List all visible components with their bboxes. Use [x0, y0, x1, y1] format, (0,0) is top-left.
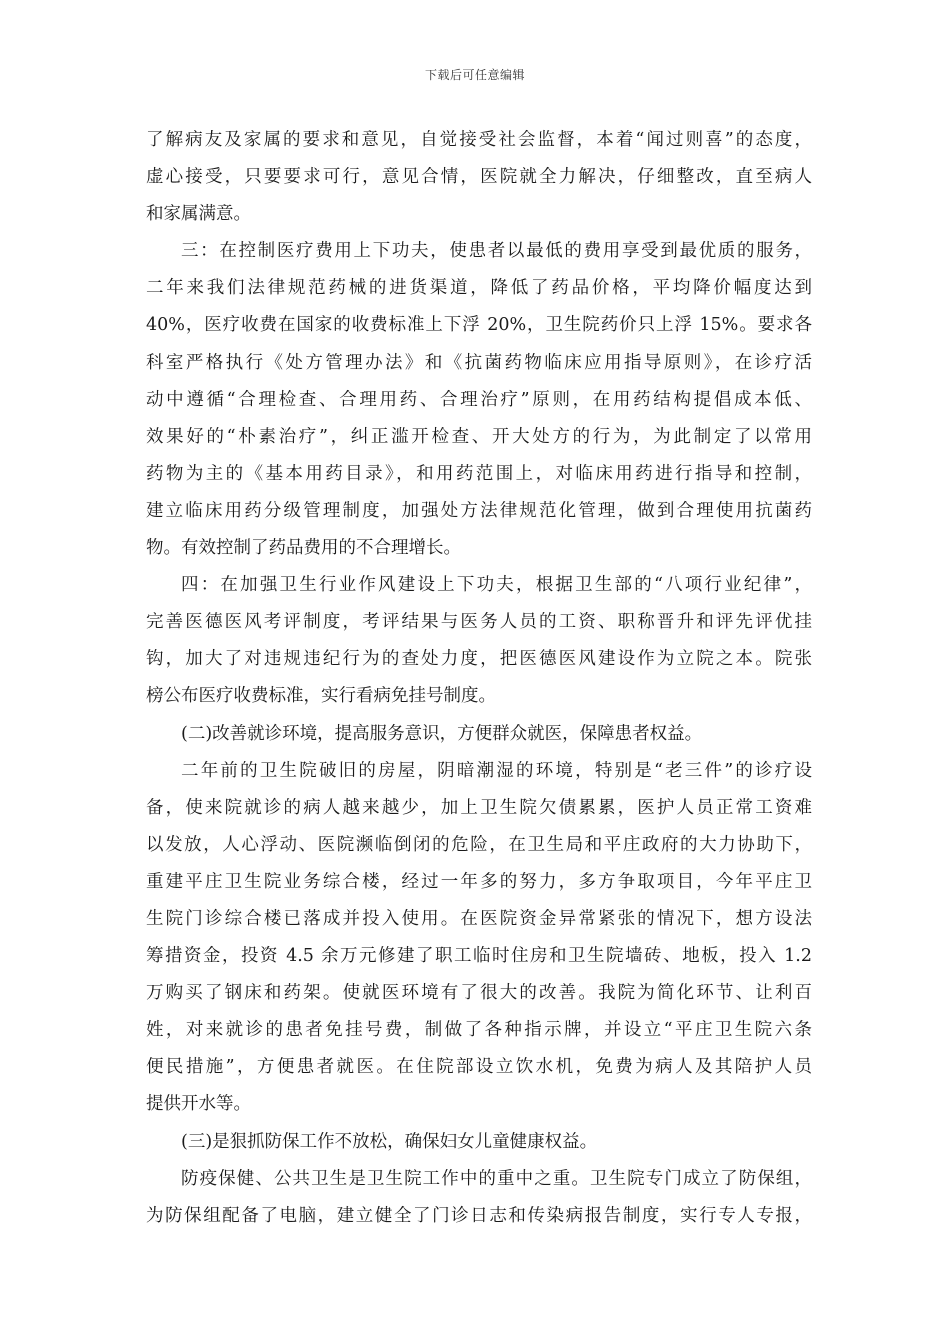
text-line: 备，使来院就诊的病人越来越少，加上卫生院欠债累累，医护人员正常工资难 [146, 797, 812, 818]
text-line: 动中遵循“合理检查、合理用药、合理治疗”原则，在用药结构提倡成本低、 [146, 389, 812, 410]
text-line: 药物为主的《基本用药目录》，和用药范围上，对临床用药进行指导和控制， [146, 463, 812, 484]
document-body [146, 122, 812, 1235]
text-line: 三：在控制医疗费用上下功夫，使患者以最低的费用享受到最优质的服务， [181, 241, 812, 262]
text-line: 物。有效控制了药品费用的不合理增长。 [146, 538, 461, 559]
text-line: 二年前的卫生院破旧的房屋，阴暗潮湿的环境，特别是“老三件”的诊疗设 [181, 760, 812, 781]
text-line: 效果好的“朴素治疗”，纠正滥开检查、开大处方的行为，为此制定了以常用 [146, 426, 812, 447]
text-line: 筹措资金，投资 4.5 余万元修建了职工临时住房和卫生院墙砖、地板，投入 1.2 [146, 946, 812, 967]
text-line: 建立临床用药分级管理制度，加强处方法律规范化管理，做到合理使用抗菌药 [146, 500, 812, 521]
text-line: 了解病友及家属的要求和意见，自觉接受社会监督，本着“闻过则喜”的态度， [146, 130, 812, 150]
text-line: 40%，医疗收费在国家的收费标准上下浮 20%，卫生院药价只上浮 15%。要求各 [146, 315, 812, 336]
text-line: 和家属满意。 [146, 204, 251, 225]
text-line: 榜公布医疗收费标准，实行看病免挂号制度。 [146, 686, 496, 707]
page-header: 下载后可任意编辑 [424, 68, 525, 82]
text-line: 生院门诊综合楼已落成并投入使用。在医院资金异常紧张的情况下，想方设法 [146, 908, 812, 929]
text-line: 完善医德医风考评制度，考评结果与医务人员的工资、职称晋升和评先评优挂 [146, 612, 812, 633]
text-line: 四：在加强卫生行业作风建设上下功夫，根据卫生部的“八项行业纪律”， [181, 575, 812, 596]
text-line: 提供开水等。 [146, 1094, 251, 1115]
text-line: 二年来我们法律规范药械的进货渠道，降低了药品价格，平均降价幅度达到 [146, 278, 812, 299]
text-line: 钩，加大了对违规违纪行为的查处力度，把医德医风建设作为立院之本。院张 [146, 649, 812, 670]
text-line: (二)改善就诊环境，提高服务意识，方便群众就医，保障患者权益。 [181, 723, 703, 744]
text-line: 虚心接受，只要要求可行，意见合情，医院就全力解决，仔细整改，直至病人 [146, 167, 812, 188]
text-line: (三)是狠抓防保工作不放松，确保妇女儿童健康权益。 [181, 1131, 598, 1152]
text-line: 万购买了钢床和药架。使就医环境有了很大的改善。我院为简化环节、让利百 [146, 983, 812, 1004]
text-line: 姓，对来就诊的患者免挂号费，制做了各种指示牌，并设立“平庄卫生院六条 [146, 1020, 812, 1041]
text-line: 科室严格执行《处方管理办法》和《抗菌药物临床应用指导原则》，在诊疗活 [146, 352, 812, 373]
text-line: 便民措施”，方便患者就医。在住院部设立饮水机，免费为病人及其陪护人员 [146, 1057, 812, 1078]
text-line: 重建平庄卫生院业务综合楼，经过一年多的努力，多方争取项目，今年平庄卫 [146, 871, 812, 892]
text-line: 为防保组配备了电脑，建立健全了门诊日志和传染病报告制度，实行专人专报， [146, 1205, 812, 1226]
text-line: 以发放，人心浮动、医院濒临倒闭的危险，在卫生局和平庄政府的大力协助下， [146, 834, 812, 855]
text-line: 防疫保健、公共卫生是卫生院工作中的重中之重。卫生院专门成立了防保组， [181, 1168, 812, 1189]
